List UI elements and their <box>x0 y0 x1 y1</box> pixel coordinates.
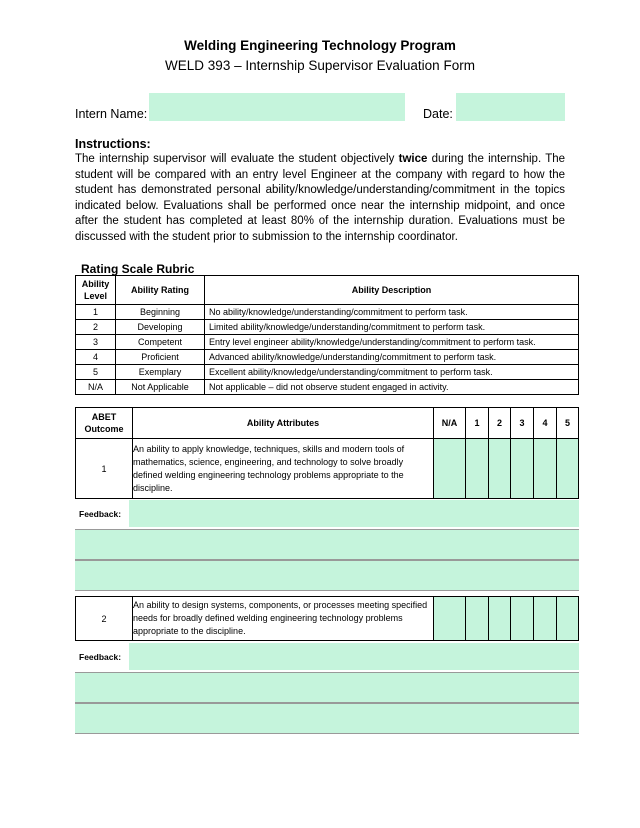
rubric-rating: Competent <box>116 335 205 350</box>
score-cell-5[interactable] <box>557 439 579 499</box>
rubric-level: 1 <box>76 305 116 320</box>
abet-header-2: 2 <box>489 408 511 439</box>
rubric-rating: Exemplary <box>116 365 205 380</box>
feedback-row-1 <box>75 500 579 527</box>
rubric-description: Advanced ability/knowledge/understanding/commitment to perform task. <box>205 350 579 365</box>
feedback-field[interactable] <box>129 643 579 670</box>
program-title: Welding Engineering Technology Program <box>184 38 456 53</box>
abet-outcome-text: An ability to apply knowledge, techniques, skills and modern tools of mathematics, science, engineering, and technology to solve broadly defined welding engineering technology problems appropriate to the discipline. <box>133 439 434 499</box>
rubric-rating: Proficient <box>116 350 205 365</box>
feedback-field[interactable] <box>129 500 579 527</box>
instructions-heading: Instructions: <box>75 137 151 151</box>
score-cell-5[interactable] <box>557 597 579 641</box>
rubric-heading: Rating Scale Rubric <box>81 262 195 276</box>
score-cell-2[interactable] <box>489 439 511 499</box>
rubric-row <box>76 350 579 365</box>
feedback-field-line[interactable] <box>75 529 579 560</box>
abet-outcome-text: An ability to design systems, components, or processes meeting specified needs for broadly defined welding engineering technology problems appropriate to the discipline. <box>133 597 434 641</box>
abet-header-outcome: ABET Outcome <box>76 408 133 439</box>
score-cell-3[interactable] <box>511 597 534 641</box>
rubric-rating: Beginning <box>116 305 205 320</box>
score-cell-4[interactable] <box>534 439 557 499</box>
rubric-level: 4 <box>76 350 116 365</box>
score-cell-na[interactable] <box>434 597 466 641</box>
rubric-rating: Not Applicable <box>116 380 205 395</box>
score-cell-1[interactable] <box>466 439 489 499</box>
rubric-header-rating: Ability Rating <box>116 276 205 305</box>
rubric-description: Excellent ability/knowledge/understanding/commitment to perform task. <box>205 365 579 380</box>
abet-header-5: 5 <box>557 408 579 439</box>
abet-header-row <box>76 408 579 439</box>
rubric-row <box>76 320 579 335</box>
abet-outcome-row <box>76 439 579 499</box>
rubric-description: Entry level engineer ability/knowledge/understanding/commitment to perform task. <box>205 335 579 350</box>
abet-header-1: 1 <box>466 408 489 439</box>
abet-outcome-number: 2 <box>76 597 133 641</box>
feedback-field-line[interactable] <box>75 672 579 703</box>
feedback-field-line[interactable] <box>75 560 579 591</box>
rubric-level: 5 <box>76 365 116 380</box>
abet-table-2 <box>75 596 579 641</box>
instructions-text <box>75 152 565 246</box>
rubric-row <box>76 365 579 380</box>
intern-name-label: Intern Name: <box>75 107 148 121</box>
feedback-row-2 <box>75 643 579 670</box>
rubric-row <box>76 305 579 320</box>
rubric-description: No ability/knowledge/understanding/commitment to perform task. <box>205 305 579 320</box>
score-cell-1[interactable] <box>466 597 489 641</box>
instructions-text-part2: during the internship. The student will be compared with an entry level Engineer at the company with regard to how the student has demonstrated personal ability/knowledge/understanding/commitment in the topics indicated below. Evaluations shall be performed once near the internship midpoint, and once after the student has completed at least 80% of the internship duration. Evaluations must be discussed with the student prior to submission to the internship coordinator. <box>75 153 566 243</box>
score-cell-4[interactable] <box>534 597 557 641</box>
instructions-text-part1: The internship supervisor will evaluate the student objectively <box>75 153 399 165</box>
rubric-row <box>76 380 579 395</box>
score-cell-3[interactable] <box>511 439 534 499</box>
feedback-label: Feedback: <box>79 651 122 662</box>
rubric-header-level: Ability Level <box>76 276 116 305</box>
rubric-rating: Developing <box>116 320 205 335</box>
feedback-label: Feedback: <box>79 508 122 519</box>
abet-outcome-number: 1 <box>76 439 133 499</box>
rubric-header-description: Ability Description <box>205 276 579 305</box>
form-title: WELD 393 – Internship Supervisor Evaluation Form <box>165 58 475 73</box>
rubric-table <box>75 275 579 395</box>
instructions-text-bold: twice <box>398 153 428 165</box>
rubric-header-row <box>76 276 579 305</box>
abet-table-1 <box>75 407 579 499</box>
date-field[interactable] <box>456 93 565 121</box>
feedback-field-line[interactable] <box>75 703 579 734</box>
date-label: Date: <box>423 107 453 121</box>
rubric-level: 2 <box>76 320 116 335</box>
abet-header-3: 3 <box>511 408 534 439</box>
rubric-row <box>76 335 579 350</box>
abet-header-na: N/A <box>434 408 466 439</box>
rubric-level: N/A <box>76 380 116 395</box>
abet-outcome-row <box>76 597 579 641</box>
abet-header-4: 4 <box>534 408 557 439</box>
rubric-description: Limited ability/knowledge/understanding/commitment to perform task. <box>205 320 579 335</box>
score-cell-2[interactable] <box>489 597 511 641</box>
score-cell-na[interactable] <box>434 439 466 499</box>
rubric-description: Not applicable – did not observe student engaged in activity. <box>205 380 579 395</box>
intern-name-field[interactable] <box>149 93 405 121</box>
rubric-level: 3 <box>76 335 116 350</box>
abet-header-attributes: Ability Attributes <box>133 408 434 439</box>
